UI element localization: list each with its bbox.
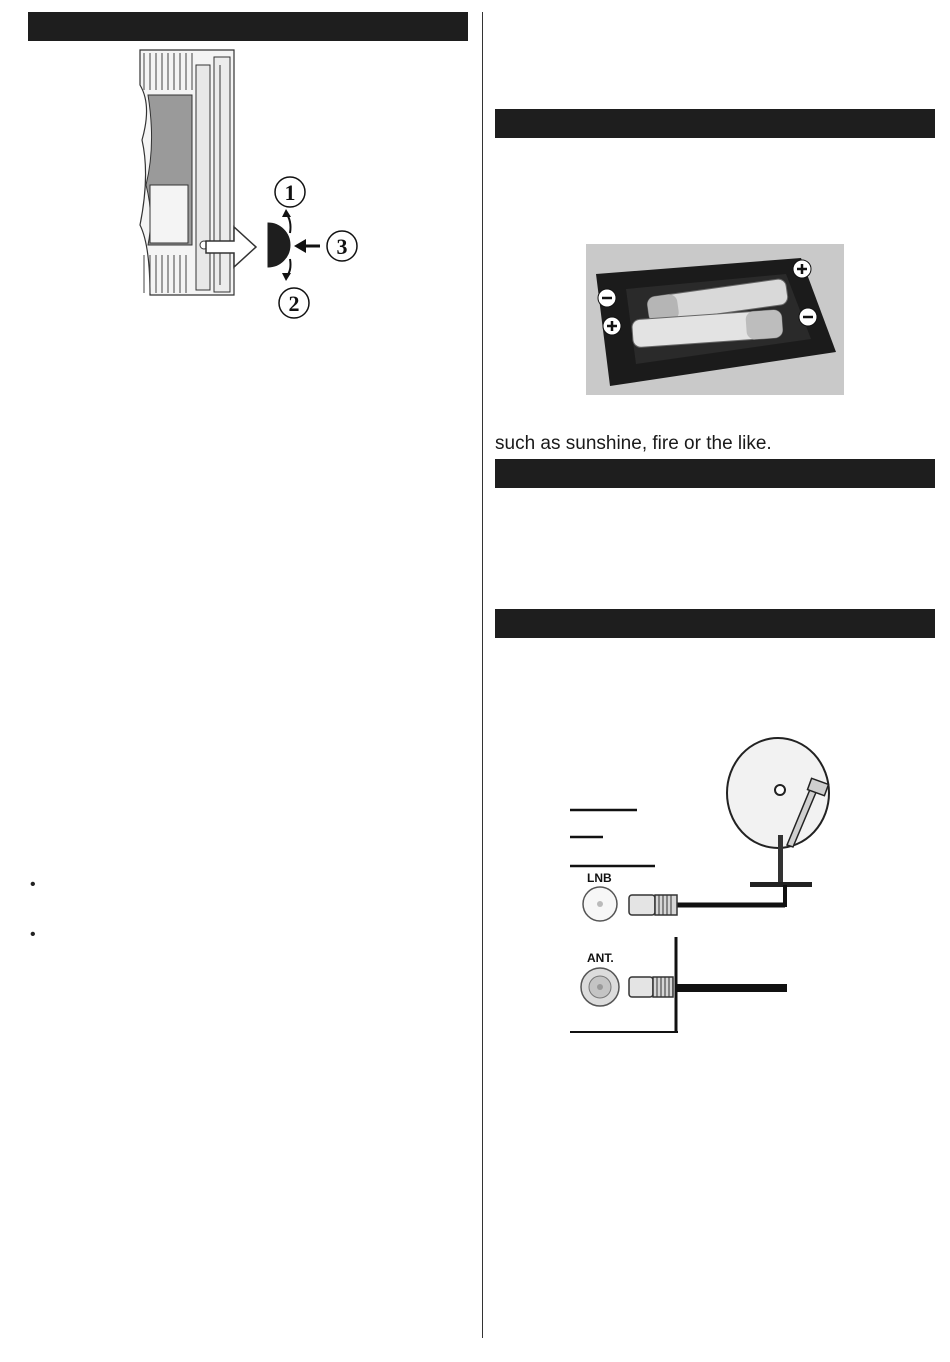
battery-warning-text: such as sunshine, fire or the like. — [495, 433, 772, 454]
step-number-3: 3 — [336, 234, 348, 259]
battery-compartment-photo — [586, 244, 844, 395]
satellite-antenna-connection-figure — [565, 735, 850, 1035]
lnb-label: LNB — [587, 871, 612, 885]
list-bullet: • — [30, 876, 36, 893]
ant-label: ANT. — [587, 951, 614, 965]
list-bullet: • — [30, 926, 36, 943]
step-number-1: 1 — [284, 180, 296, 205]
battery-section-header-bar — [495, 109, 935, 138]
section-header-bar-2 — [495, 459, 935, 488]
left-section-header-bar — [28, 12, 468, 41]
battery-illustration — [586, 244, 844, 395]
column-divider — [482, 12, 483, 1338]
tv-control-button-figure — [130, 45, 370, 325]
connection-section-header-bar — [495, 609, 935, 638]
step-number-2: 2 — [288, 291, 300, 316]
